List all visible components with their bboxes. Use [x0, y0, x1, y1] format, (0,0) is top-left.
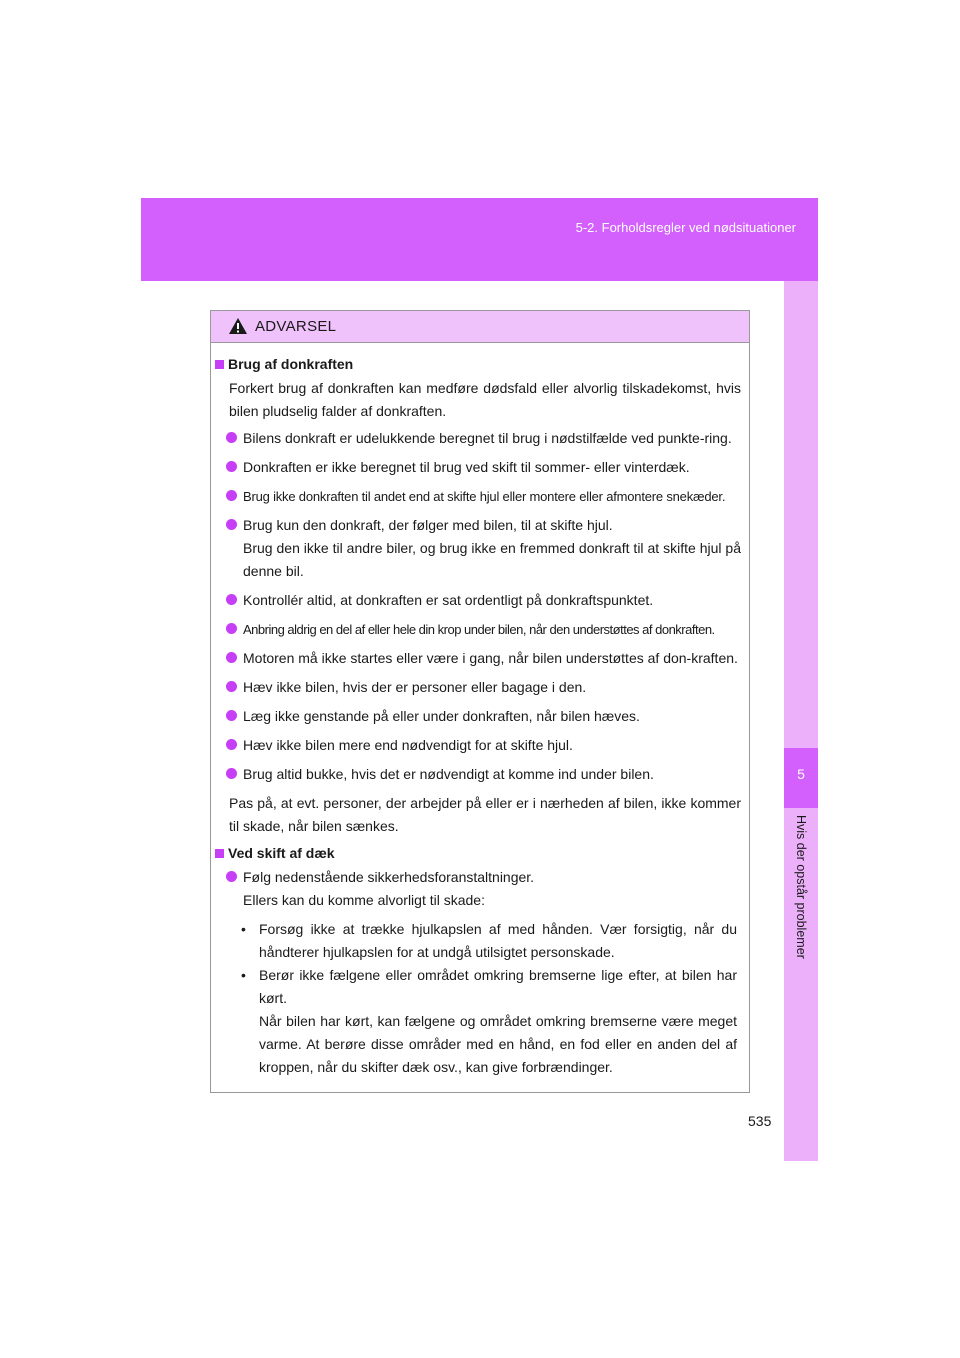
list-item-text: Læg ikke genstande på eller under donkraften, når bilen hæves.	[243, 708, 640, 724]
sub-list-item	[211, 918, 749, 964]
section-heading	[211, 842, 749, 865]
list-item	[211, 866, 749, 912]
list-item	[211, 705, 749, 728]
bullet-dot-icon	[226, 739, 237, 750]
list-item	[211, 456, 749, 479]
paragraph: Pas på, at evt. personer, der arbejder på eller er i nærheden af bilen, ikke kommer til skade, når bilen sænkes.	[229, 795, 741, 834]
warning-title: ADVARSEL	[255, 318, 337, 335]
warning-content	[211, 353, 749, 1079]
heading-text: Brug af donkraften	[228, 356, 354, 372]
bullet-dot-icon	[226, 681, 237, 692]
list-item	[211, 647, 749, 670]
warning-box	[210, 310, 750, 1093]
square-bullet-icon	[215, 849, 224, 858]
list-item-text: Hæv ikke bilen, hvis der er personer eller bagage i den.	[243, 679, 587, 695]
list-item-text: Ellers kan du komme alvorligt til skade:	[243, 892, 485, 908]
list-item-text: Kontrollér altid, at donkraften er sat ordentligt på donkraftspunktet.	[243, 592, 654, 608]
chapter-side-tab	[784, 281, 818, 1161]
section-title: 5-2. Forholdsregler ved nødsituationer	[575, 220, 796, 235]
list-item-text: Følg nedenstående sikkerhedsforanstaltninger.	[243, 869, 535, 885]
bullet-dot-icon	[226, 623, 237, 634]
list-item	[211, 734, 749, 757]
warning-header	[211, 311, 749, 343]
bullet-dot-icon	[226, 710, 237, 721]
chapter-label-text: Hvis der opstår problemer	[794, 815, 808, 959]
list-item-text: Brug kun den donkraft, der følger med bilen, til at skifte hjul.	[243, 517, 613, 533]
heading-text: Ved skift af dæk	[228, 845, 335, 861]
section-heading	[211, 353, 749, 376]
list-item-text: Motoren må ikke startes eller være i gang, når bilen understøttes af don-kraften.	[243, 650, 738, 666]
bullet-dot-icon	[226, 594, 237, 605]
bullet-dot-icon	[226, 871, 237, 882]
warning-triangle-icon	[228, 317, 248, 335]
square-bullet-icon	[215, 360, 224, 369]
sub-list-item-text: Når bilen har kørt, kan fælgene og området omkring bremserne være meget varme. At berøre disse områder med en hånd, en fod eller en anden del af kroppen, når du skifter dæk osv., kan give forbrændinger.	[259, 1013, 737, 1075]
bullet-dot-icon	[226, 432, 237, 443]
bullet-dot-icon	[226, 519, 237, 530]
bullet-dot-icon	[226, 652, 237, 663]
paragraph: Forkert brug af donkraften kan medføre dødsfald eller alvorlig tilskadekomst, hvis bilen pludselig falder af donkraften.	[229, 380, 741, 419]
list-item-text: Brug altid bukke, hvis det er nødvendigt at komme ind under bilen.	[243, 766, 654, 782]
chapter-label	[782, 815, 820, 1005]
list-item	[211, 514, 749, 583]
bullet-dot-icon	[226, 490, 237, 501]
sub-bullet-mark: •	[241, 967, 246, 983]
list-item-text: Brug den ikke til andre biler, og brug ikke en fremmed donkraft til at skifte hjul på denne bil.	[243, 540, 741, 579]
list-item	[211, 589, 749, 612]
bullet-dot-icon	[226, 461, 237, 472]
sub-list-item-text: Forsøg ikke at trække hjulkapslen af med hånden. Vær forsigtig, når du håndterer hjulkapslen for at undgå utilsigtet personskade.	[259, 921, 737, 960]
section-header-band	[141, 198, 818, 281]
list-item	[211, 485, 749, 508]
sub-list-item-text: Berør ikke fælgene eller området omkring bremserne lige efter, at bilen har kørt.	[259, 967, 737, 1006]
sub-bullet-mark: •	[241, 921, 246, 937]
chapter-number: 5	[784, 748, 818, 808]
list-item	[211, 676, 749, 699]
sub-list-item	[211, 964, 749, 1079]
list-item-text: Hæv ikke bilen mere end nødvendigt for at skifte hjul.	[243, 737, 573, 753]
list-item-text: Bilens donkraft er udelukkende beregnet til brug i nødstilfælde ved punkte-ring.	[243, 430, 732, 446]
bullet-dot-icon	[226, 768, 237, 779]
list-item-text: Anbring aldrig en del af eller hele din krop under bilen, når den understøttes af donkraften.	[243, 622, 715, 637]
list-item	[211, 763, 749, 786]
list-item-text: Donkraften er ikke beregnet til brug ved skift til sommer- eller vinterdæk.	[243, 459, 690, 475]
list-item	[211, 427, 749, 450]
list-item-text: Brug ikke donkraften til andet end at skifte hjul eller montere eller afmontere snekæder.	[243, 489, 726, 504]
page-number: 535	[748, 1113, 772, 1129]
list-item	[211, 618, 749, 641]
